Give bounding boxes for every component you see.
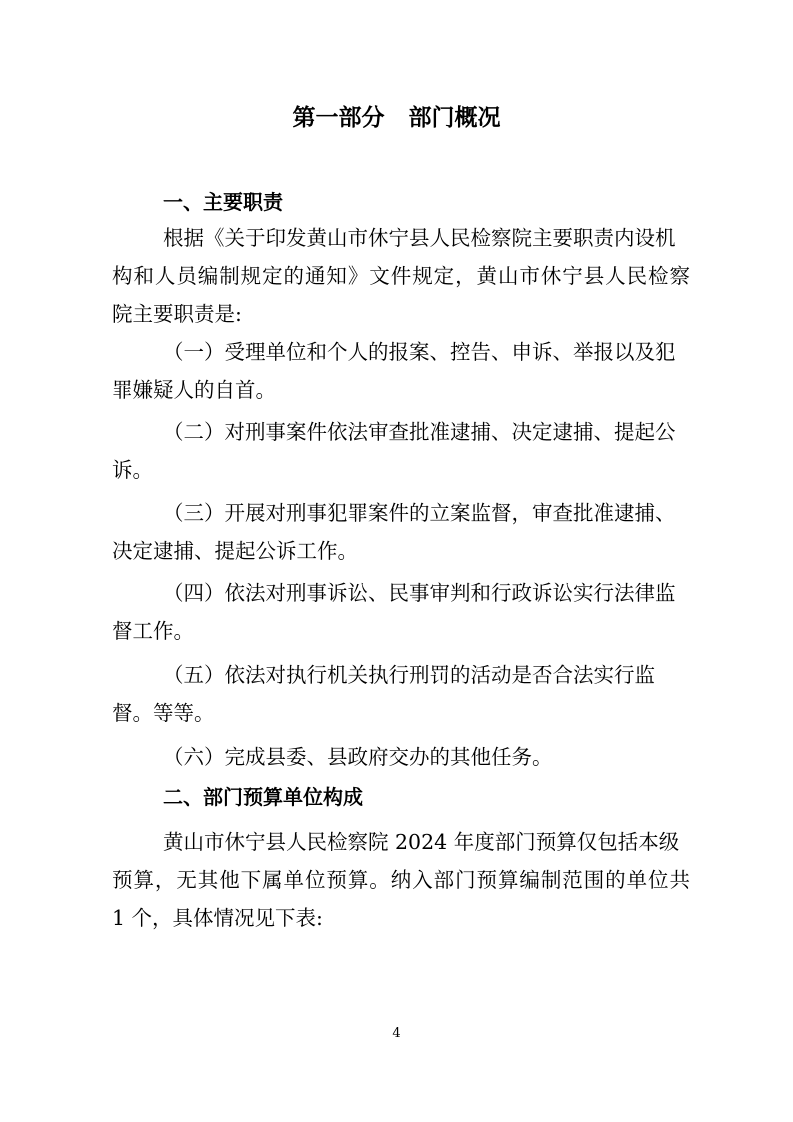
text-line: 根据《关于印发黄山市休宁县人民检察院主要职责内设机 — [163, 226, 676, 250]
text-line: （四）依法对刑事诉讼、民事审判和行政诉讼实行法律监 — [163, 581, 676, 605]
section-heading-budget-units: 二、部门预算单位构成 — [163, 785, 363, 809]
text-line: 1 个，具体情况见下表: — [112, 906, 323, 930]
text-line: （六）完成县委、县政府交办的其他任务。 — [163, 745, 553, 769]
text-line: （一）受理单位和个人的报案、控告、申诉、举报以及犯 — [163, 340, 676, 364]
section-heading-main-duties: 一、主要职责 — [163, 190, 283, 214]
text-line: 黄山市休宁县人民检察院 2024 年度部门预算仅包括本级 — [163, 830, 680, 854]
text-line: 构和人员编制规定的通知》文件规定，黄山市休宁县人民检察 — [112, 264, 690, 288]
text-line: 督。等等。 — [112, 701, 215, 725]
page-number: 4 — [392, 1026, 401, 1041]
text-line: （五）依法对执行机关执行刑罚的活动是否合法实行监 — [163, 663, 655, 687]
text-line: 罪嫌疑人的自首。 — [112, 378, 276, 402]
text-line: 督工作。 — [112, 619, 194, 643]
page-title: 第一部分 部门概况 — [292, 105, 501, 131]
text-line: 决定逮捕、提起公诉工作。 — [112, 539, 358, 563]
text-line: （二）对刑事案件依法审查批准逮捕、决定逮捕、提起公 — [163, 420, 676, 444]
text-line: 诉。 — [112, 458, 153, 482]
text-line: （三）开展对刑事犯罪案件的立案监督，审查批准逮捕、 — [163, 501, 676, 525]
text-line: 预算，无其他下属单位预算。纳入部门预算编制范围的单位共 — [112, 868, 690, 892]
text-line: 院主要职责是: — [112, 302, 242, 326]
